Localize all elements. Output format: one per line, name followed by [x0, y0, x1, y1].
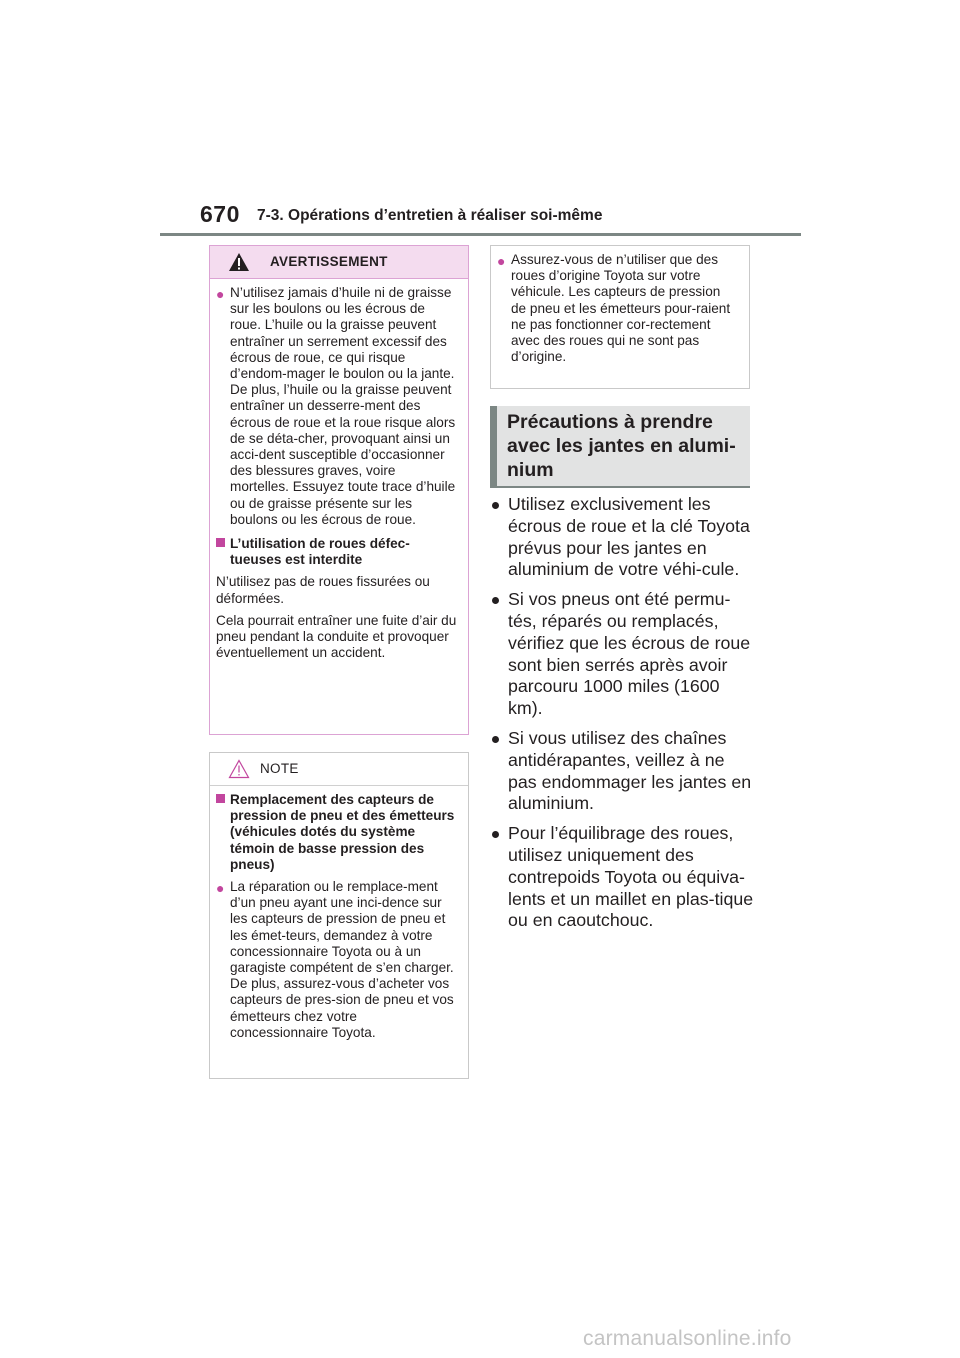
- warning-triangle-icon: [228, 252, 250, 272]
- warning-box-header: [210, 246, 468, 279]
- note-box-body: [210, 786, 468, 1041]
- footer-watermark: carmanualsonline.info: [583, 1327, 792, 1350]
- bullet-dot-icon: ●: [216, 880, 225, 897]
- note-box-header: [210, 753, 468, 786]
- bullet-disc-icon: [492, 597, 499, 604]
- warning-bullet-text: N’utilisez jamais d’huile ni de graisse sur les boulons ou les écrous de roue. L’huile ou la graisse peuvent entraîner un serrement excessif des écrous de roue, ce qui risque d’endom-mager le boulon ou la jante. De plus, l’huile ou la graisse peuvent entraîner un desserre-ment des écrous de roue et la roue risque alors de se déta-cher, provoquant ainsi un acci-dent susceptible d’occasionner des blessures graves, voire mortelles. Essuyez toute trace d’huile ou de graisse présente sur les boulons ou les écrous de roue.: [230, 285, 456, 527]
- warning-title: AVERTISSEMENT: [270, 254, 388, 269]
- bullet-disc-icon: [492, 736, 499, 743]
- right-note-bullet-text: Assurez-vous de n’utiliser que des roues d’origine Toyota sur votre véhicule. Les capteurs de pression de pneu et les émetteurs pour-raient ne pas fonctionner cor-rectement avec des roues qui ne sont pas d’origine.: [511, 252, 731, 365]
- square-bullet-icon: [216, 794, 225, 803]
- list-item-text: Si vous utilisez des chaînes antidérapantes, veillez à ne pas endommager les jantes en aluminium.: [508, 727, 752, 814]
- right-note-bullet: [497, 252, 739, 365]
- list-item-text: Utilisez exclusivement les écrous de roue et la clé Toyota prévus pour les jantes en aluminium de votre véhi-cule.: [508, 494, 750, 580]
- section-heading: Précautions à prendre avec les jantes en alumi-nium: [490, 406, 750, 488]
- precautions-list: [492, 494, 754, 940]
- warning-paragraph-2: Cela pourrait entraîner une fuite d’air du pneu pendant la conduite et provoquer éventuellement un accident.: [216, 612, 457, 661]
- caution-triangle-icon: [228, 759, 250, 779]
- warning-paragraph-1: N’utilisez pas de roues fissurées ou déformées.: [216, 574, 430, 606]
- warning-bullet: [216, 285, 458, 528]
- warning-box-body: [210, 279, 468, 661]
- bullet-disc-icon: [492, 831, 499, 838]
- note-subheading-text: Remplacement des capteurs de pression de pneu et des émetteurs (véhicules dotés du système témoin de basse pression des pneus): [230, 792, 455, 872]
- right-note-box: [490, 245, 750, 389]
- warning-box: [209, 245, 469, 735]
- note-box: [209, 752, 469, 1079]
- page-number: 670: [200, 201, 240, 227]
- bullet-disc-icon: [492, 502, 499, 509]
- list-item: [492, 494, 754, 581]
- list-item: [492, 823, 754, 932]
- note-bullet-text: La réparation ou le remplace-ment d’un pneu ayant une inci-dence sur les capteurs de pression de pneu et les émet-teurs, demandez à votre concessionnaire Toyota ou à un garagiste compétent de s’en charger. De plus, assurez-vous d’acheter vos capteurs de pres-sion de pneu et vos émetteurs chez votre concessionnaire Toyota.: [230, 879, 454, 1040]
- note-bullet: [216, 879, 458, 1041]
- section-title: 7-3. Opérations d’entretien à réaliser soi-même: [257, 207, 603, 224]
- square-bullet-icon: [216, 538, 225, 547]
- list-item-text: Si vos pneus ont été permu-tés, réparés ou remplacés, vérifiez que les écrous de roue sont bien serrés après avoir parcouru 1000 miles (1600 km).: [508, 589, 751, 719]
- bullet-dot-icon: ●: [497, 253, 506, 269]
- bullet-dot-icon: ●: [216, 286, 225, 302]
- list-item: [492, 728, 754, 815]
- warning-subheading-text: L’utilisation de roues défec-tueuses est interdite: [230, 536, 410, 568]
- note-subheading: [216, 792, 458, 873]
- page-header: [0, 0, 960, 240]
- header-rule: [160, 233, 801, 236]
- note-title: NOTE: [260, 761, 299, 776]
- list-item-text: Pour l’équilibrage des roues, utilisez uniquement des contrepoids Toyota ou équiva-lents et un maillet en plas-tique ou en caoutchouc.: [508, 823, 754, 931]
- right-note-box-body: [491, 246, 749, 365]
- warning-subheading: [216, 536, 458, 568]
- list-item: [492, 589, 754, 720]
